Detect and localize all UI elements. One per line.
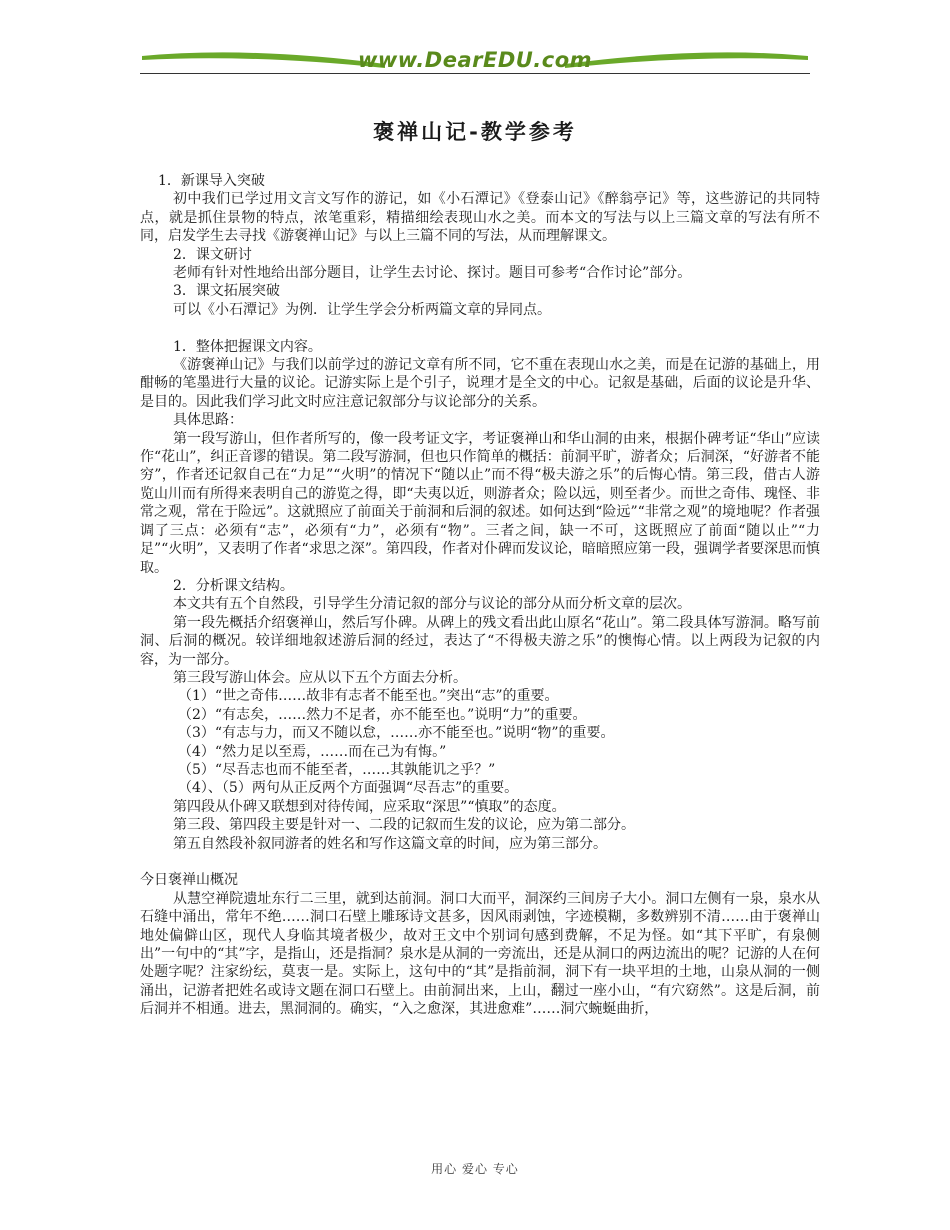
paragraph: 第四段从仆碑又联想到对待传闻，应采取“深思”“慎取”的态度。 <box>173 798 566 815</box>
section-heading: 今日褒禅山概况 <box>140 872 238 889</box>
paragraph: 第一段写游山，但作者所写的，像一段考证文字，考证褒禅山和华山洞的由来，根据仆碑考证“华山”应读作“花山”，纠正音谬的错误。第二段写游洞，但也只作简单的概括：前洞平旷，游者众；后洞深，“好游者不能穷”，作者还记叙自己在“力足”“火明”的情况下“随以止”而不得“极夫游之乐”的后悔心情。第三段，借古人游览山川而有所得来表明自己的游览之得，即“夫夷以近，则游者众；险以远，则至者少。而世之奇伟、瑰怪、非常之观，常在于险远”。这就照应了前面关于前洞和后洞的叙述。如何达到“险远”“非常之观”的境地呢？作者强调了三点：必须有“志”，必须有“力”，必须有“物”。三者之间，缺一不可，这既照应了前面“随以止”“力足”“火明”，又表明了作者“求思之深”。第四段，作者对仆碑而发议论，暗暗照应第一段，强调学者要深思而慎取。 <box>140 430 820 576</box>
paragraph: 《游褒禅山记》与我们以前学过的游记文章有所不同，它不重在表现山水之美，而是在记游的基础上，用酣畅的笔墨进行大量的议论。记游实际上是个引子，说理才是全文的中心。记叙是基础，后面的议论是升华、是目的。因此我们学习此文时应注意记叙部分与议论部分的关系。 <box>140 357 820 410</box>
section-heading: 2．分析课文结构。 <box>173 577 294 594</box>
section-heading: 1．整体把握课文内容。 <box>173 338 322 355</box>
subheading: 具体思路： <box>173 412 243 429</box>
paragraph: 第三段写游山体会。应从以下五个方面去分析。 <box>173 669 467 686</box>
paragraph: 第一段先概括介绍褒禅山，然后写仆碑。从碑上的残文看出此山原名“花山”。第二段具体写游洞。略写前洞、后洞的概况。较详细地叙述游后洞的经过，表达了“不得极夫游之乐”的懊悔心情。以上两段为记叙的内容，为一部分。 <box>140 614 820 668</box>
list-item: （2）“有志矣，……然力不足者，亦不能至也。”说明“力”的重要。 <box>178 706 587 723</box>
paragraph: 第三段、第四段主要是针对一、二段的记叙而生发的议论，应为第二部分。 <box>173 817 635 834</box>
section-heading: 2．课文研讨 <box>173 246 252 263</box>
list-item: （5）“尽吾志也而不能至者，……其孰能讥之乎？” <box>178 761 496 778</box>
header-divider <box>140 73 810 74</box>
document-body <box>140 172 820 1019</box>
paragraph: 从慧空禅院遗址东行二三里，就到达前洞。洞口大而平，洞深约三间房子大小。洞口左侧有一泉，泉水从石缝中涌出，常年不绝……洞口石壁上雕琢诗文甚多，因风雨剥蚀，字迹模糊，多数辨别不清……由于褒禅山地处偏僻山区，现代人身临其境者极少，故对王文中个别词句感到费解，不足为怪。如“其下平旷，有泉侧出”一句中的“其”字，是指山，还是指洞？泉水是从洞的一旁流出，还是从洞口的两边流出的呢？记游的人在何处题字呢？注家纷纭，莫衷一是。实际上，这句中的“其”是指前洞，洞下有一块平坦的土地，山泉从洞的一侧涌出，记游者把姓名或诗文题在洞口石壁上。由前洞出来，上山，翻过一座小山，“有穴窈然”。这是后洞，前后洞并不相通。进去，黑洞洞的。确实，“入之愈深，其进愈难”……洞穴蜿蜒曲折， <box>140 890 820 1018</box>
section-heading: 1．新课导入突破 <box>158 173 265 189</box>
list-item: （4）“然力足以至焉，……而在己为有悔。” <box>178 743 447 760</box>
list-item: （3）“有志与力，而又不随以怠，……亦不能至也。”说明“物”的重要。 <box>178 725 615 742</box>
paragraph: 第五自然段补叙同游者的姓名和写作这篇文章的时间，应为第三部分。 <box>173 835 607 852</box>
list-item: （4）、（5）两句从正反两个方面强调“尽吾志”的重要。 <box>178 780 519 797</box>
paragraph: 初中我们已学过用文言文写作的游记，如《小石潭记》《登泰山记》《醉翁亭记》等，这些游记的共同特点，就是抓住景物的特点，浓笔重彩，精描细绘表现山水之美。而本文的写法与以上三篇文章的写法有所不同，启发学生去寻找《游褒禅山记》与以上三篇不同的写法，从而理解课文。 <box>140 191 820 245</box>
page-title: 褒禅山记-教学参考 <box>373 120 577 144</box>
list-item: （1）“世之奇伟……故非有志者不能至也。”突出“志”的重要。 <box>178 688 559 705</box>
page-footer: 用心 爱心 专心 <box>431 1162 519 1176</box>
site-header-url: www.DearEDU.com <box>357 48 593 72</box>
site-header-banner <box>140 44 810 78</box>
section-heading: 3．课文拓展突破 <box>173 283 280 300</box>
spacer <box>140 853 820 871</box>
paragraph: 本文共有五个自然段，引导学生分清记叙的部分与议论的部分从而分析文章的层次。 <box>173 596 691 613</box>
paragraph: 老师有针对性地给出部分题目，让学生去讨论、探讨。题目可参考“合作讨论”部分。 <box>173 265 692 282</box>
paragraph: 可以《小石潭记》为例．让学生学会分析两篇文章的异同点。 <box>173 301 551 318</box>
spacer <box>140 319 820 337</box>
